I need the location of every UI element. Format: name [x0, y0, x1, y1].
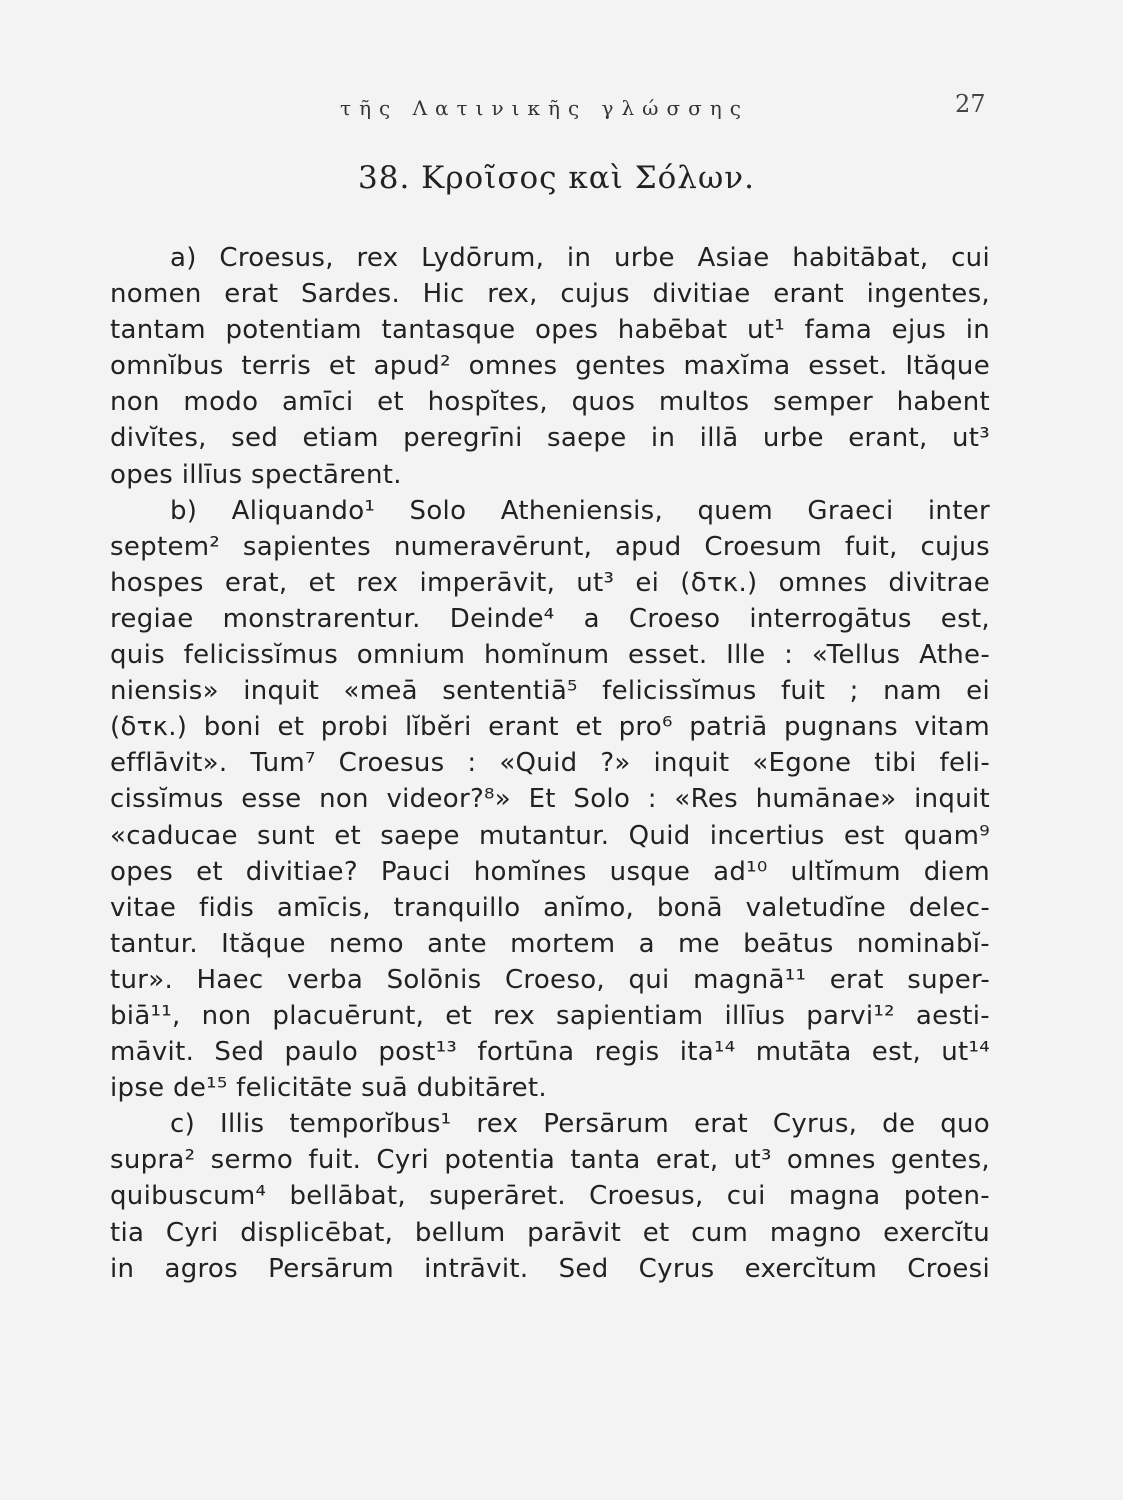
text-line: non modo amīci et hospĭtes, quos multos semper habent — [110, 387, 990, 418]
text-line: in agros Persārum intrāvit. Sed Cyrus exercĭtum Croesi — [110, 1253, 990, 1284]
running-head: τῆς Λατινικῆς γλώσσης — [340, 96, 749, 120]
text-line: regiae monstrarentur. Deinde⁴ a Croeso interrogātus est, — [110, 603, 990, 634]
text-line: quis felicissĭmus omnium homĭnum esset. Ille : «Tellus Athe- — [110, 640, 990, 671]
body-text — [110, 240, 990, 1287]
text-line: (δτκ.) boni et probi lĭbĕri erant et pro⁶ patriā pugnans vitam — [110, 712, 990, 743]
page-number: 27 — [955, 90, 986, 118]
text-line: tia Cyri displicēbat, bellum parāvit et cum magno exercĭtu — [110, 1217, 990, 1248]
text-line: divĭtes, sed etiam peregrīni saepe in illā urbe erant, ut³ — [110, 423, 990, 454]
text-line: tantur. Ităque nemo ante mortem a me beātus nominabĭ- — [110, 928, 990, 959]
text-line: c) Illis temporĭbus¹ rex Persārum erat Cyrus, de quo — [170, 1109, 990, 1140]
text-line: māvit. Sed paulo post¹³ fortūna regis ita¹⁴ mutāta est, ut¹⁴ — [110, 1037, 990, 1068]
text-line: b) Aliquando¹ Solo Atheniensis, quem Graeci inter — [170, 495, 990, 526]
text-line: opes et divitiae? Pauci homĭnes usque ad¹⁰ ultĭmum diem — [110, 856, 990, 887]
text-line: vitae fidis amīcis, tranquillo anĭmo, bonā valetudĭne delec- — [110, 892, 990, 923]
text-line: efflāvit». Tum⁷ Croesus : «Quid ?» inquit «Egone tibi feli- — [110, 748, 990, 779]
text-line: hospes erat, et rex imperāvit, ut³ ei (δτκ.) omnes divitrae — [110, 567, 990, 598]
text-line: niensis» inquit «meā sententiā⁵ felicissĭmus fuit ; nam ei — [110, 676, 990, 707]
text-line: ipse de¹⁵ felicitāte suā dubitāret. — [110, 1073, 547, 1104]
text-line: tur». Haec verba Solōnis Croeso, qui magnā¹¹ erat super- — [110, 964, 990, 995]
text-line: «caducae sunt et saepe mutantur. Quid incertius est quam⁹ — [110, 820, 990, 851]
text-line: tantam potentiam tantasque opes habēbat ut¹ fama ejus in — [110, 315, 990, 346]
text-line: opes illīus spectārent. — [110, 459, 402, 490]
text-line: cissĭmus esse non videor?⁸» Et Solo : «Res humānae» inquit — [110, 784, 990, 815]
chapter-title: 38. Κροῖσος καὶ Σόλων. — [358, 160, 755, 196]
text-line: quibuscum⁴ bellābat, superāret. Croesus, cui magna poten- — [110, 1181, 990, 1212]
text-line: omnĭbus terris et apud² omnes gentes maxĭma esset. Ităque — [110, 351, 990, 382]
text-line: septem² sapientes numeravērunt, apud Croesum fuit, cujus — [110, 531, 990, 562]
text-line: a) Croesus, rex Lydōrum, in urbe Asiae habitābat, cui — [170, 243, 990, 273]
text-line: biā¹¹, non placuērunt, et rex sapientiam illīus parvi¹² aesti- — [110, 1000, 990, 1031]
text-line: supra² sermo fuit. Cyri potentia tanta erat, ut³ omnes gentes, — [110, 1145, 990, 1176]
text-line: nomen erat Sardes. Hic rex, cujus divitiae erant ingentes, — [110, 279, 990, 310]
